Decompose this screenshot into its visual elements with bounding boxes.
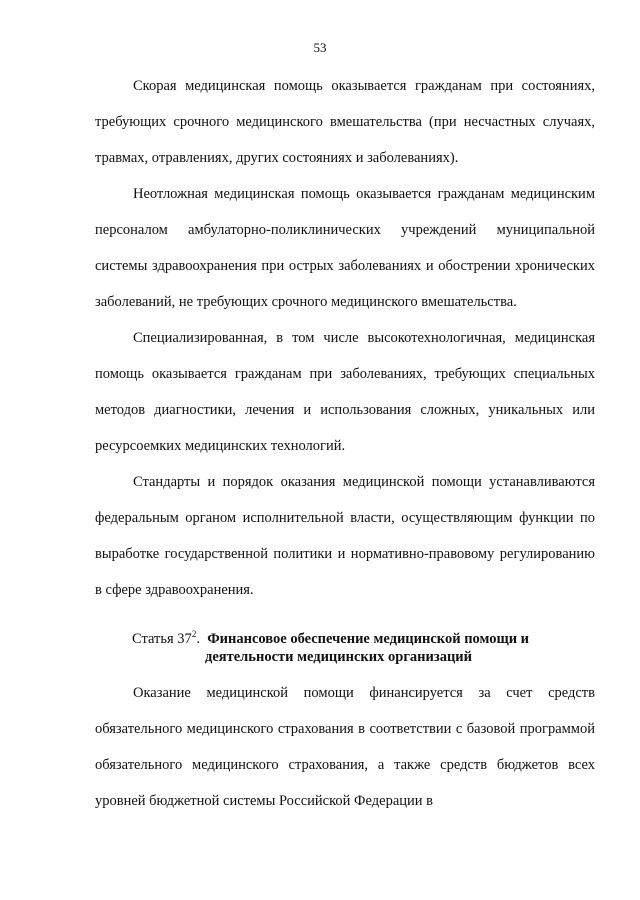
article-number-superscript: 2 <box>191 629 197 640</box>
paragraph-urgent-care: Неотложная медицинская помощь оказывается гражданам медицинским персоналом амбулаторно-поликлинических учреждений муниципальной системы здравоохранения при острых заболеваниях и обострении хронических заболеваний, не требующих срочного медицинского вмешательства. <box>95 186 595 310</box>
article-title-line1: Финансовое обеспечение медицинской помощи и <box>207 631 530 647</box>
article-heading <box>132 630 592 666</box>
paragraph-specialized-care: Специализированная, в том числе высокотехнологичная, медицинская помощь оказывается гражданам при заболеваниях, требующих специальных методов диагностики, лечения и использования сложных, уникальных или ресурсоемких медицинских технологий. <box>95 330 595 454</box>
body-text-lower <box>95 675 595 819</box>
paragraph-financing: Оказание медицинской помощи финансируется за счет средств обязательного медицинского страхования в соответствии с базовой программой обязательного медицинского страхования, а также средств бюджетов всех уровней бюджетной системы Российской Федерации в <box>95 685 595 809</box>
paragraph-ambulance-care: Скорая медицинская помощь оказывается гражданам при состояниях, требующих срочного медицинского вмешательства (при несчастных случаях, травмах, отравлениях, других состояниях и заболеваниях). <box>95 78 595 166</box>
body-text-upper <box>95 68 595 608</box>
article-heading-line1 <box>132 630 592 648</box>
article-title-line2: деятельности медицинских организаций <box>205 649 473 665</box>
article-number: Статья 37 <box>132 631 192 647</box>
paragraph-standards: Стандарты и порядок оказания медицинской помощи устанавливаются федеральным органом исполнительной власти, осуществляющим функции по выработке государственной политики и нормативно-правовому регулированию в сфере здравоохранения. <box>95 474 595 598</box>
page-number: 53 <box>313 40 327 55</box>
article-number-period: . <box>196 631 200 647</box>
